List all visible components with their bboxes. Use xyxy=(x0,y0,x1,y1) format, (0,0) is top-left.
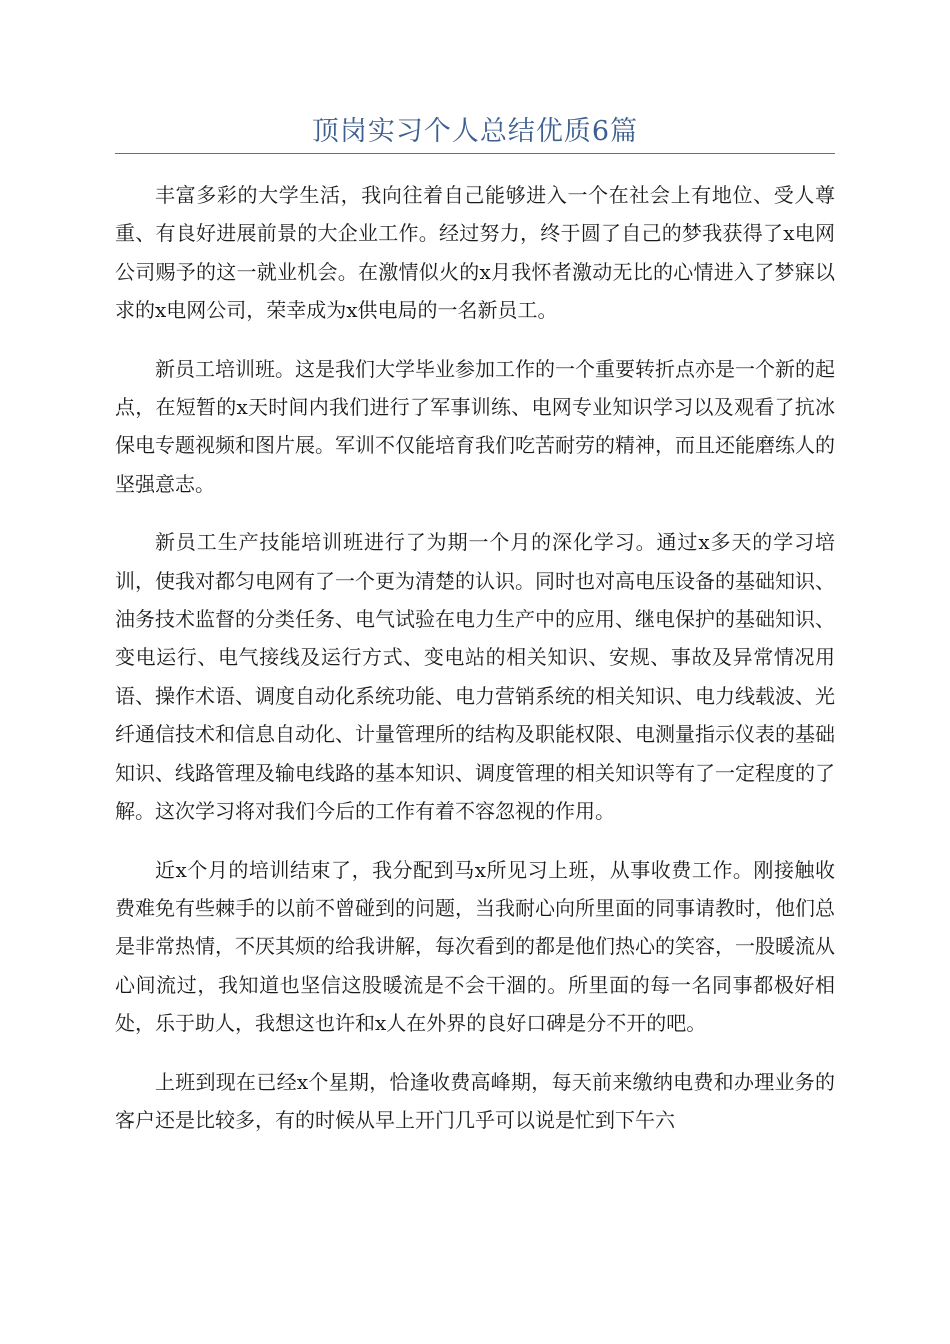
paragraph-2: 新员工培训班。这是我们大学毕业参加工作的一个重要转折点亦是一个新的起点，在短暂的x天时间内我们进行了军事训练、电网专业知识学习以及观看了抗冰保电专题视频和图片展。军训不仅能培育我们吃苦耐劳的精神，而且还能磨练人的坚强意志。 xyxy=(115,356,835,496)
paragraph-3: 新员工生产技能培训班进行了为期一个月的深化学习。通过x多天的学习培训，使我对都匀电网有了一个更为清楚的认识。同时也对高电压设备的基础知识、油务技术监督的分类任务、电气试验在电力生产中的应用、继电保护的基础知识、变电运行、电气接线及运行方式、变电站的相关知识、安规、事故及异常情况用语、操作术语、调度自动化系统功能、电力营销系统的相关知识、电力线载波、光纤通信技术和信息自动化、计量管理所的结构及职能权限、电测量指示仪表的基础知识、线路管理及输电线路的基本知识、调度管理的相关知识等有了一定程度的了解。这次学习将对我们今后的工作有着不容忽视的作用。 xyxy=(115,530,835,824)
document-body xyxy=(115,176,835,1159)
paragraph-4: 近x个月的培训结束了，我分配到马x所见习上班，从事收费工作。刚接触收费难免有些棘手的以前不曾碰到的问题，当我耐心向所里面的同事请教时，他们总是非常热情，不厌其烦的给我讲解，每次看到的都是他们热心的笑容，一股暖流从心间流过，我知道也坚信这股暖流是不会干涸的。所里面的每一名同事都极好相处，乐于助人，我想这也许和x人在外界的良好口碑是分不开的吧。 xyxy=(115,857,835,1036)
paragraph-5: 上班到现在已经x个星期，恰逢收费高峰期，每天前来缴纳电费和办理业务的客户还是比较多，有的时候从早上开门几乎可以说是忙到下午六 xyxy=(115,1069,835,1132)
document-title: 顶岗实习个人总结优质6篇 xyxy=(311,116,639,147)
title-underline xyxy=(115,153,835,154)
paragraph-1: 丰富多彩的大学生活，我向往着自己能够进入一个在社会上有地位、受人尊重、有良好进展前景的大企业工作。经过努力，终于圆了自己的梦我获得了x电网公司赐予的这一就业机会。在激情似火的x月我怀者激动无比的心情进入了梦寐以求的x电网公司，荣幸成为x供电局的一名新员工。 xyxy=(115,183,835,323)
